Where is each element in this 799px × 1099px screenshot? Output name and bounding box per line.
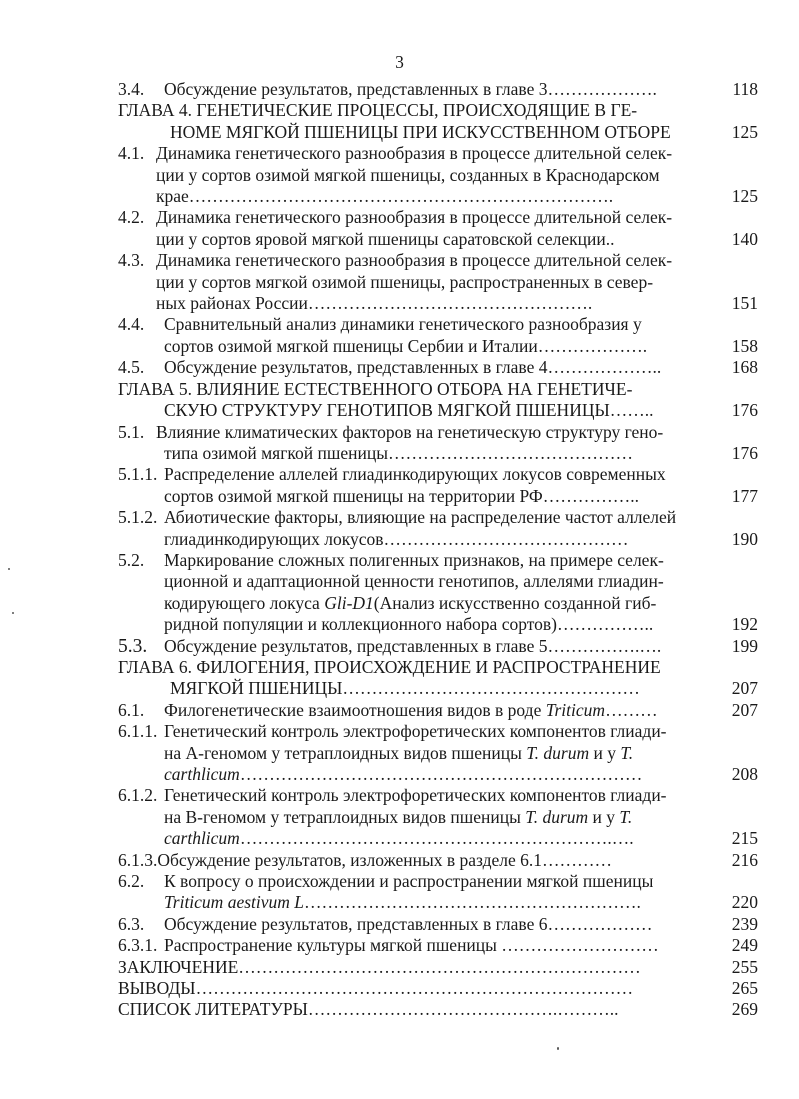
toc-entry-5-3 [118,636,758,657]
toc-entry-5-2 [118,550,758,636]
toc-title: сортов озимой мягкой пшеницы на территории РФ…………….. [164,485,639,506]
toc-number: 6.1.2. [118,785,158,806]
toc-title: Обсуждение результатов, представленных в главе 4……………….. [164,357,662,378]
toc-entry-3-4 [118,79,758,100]
toc-page: 207 [731,699,758,720]
toc-number: 5.1. [118,421,145,442]
toc-title: carthlicum……………………………………………………….…. [164,828,634,849]
toc-entry-4-3 [118,250,758,314]
toc-title: ции у сортов мягкой озимой пшеницы, распространенных в север- [156,271,654,292]
toc-entry-4-4 [118,314,758,357]
toc-page: 215 [731,828,758,849]
toc-number: 4.5. [118,357,145,378]
toc-references [118,999,758,1020]
toc-title: сортов озимой мягкой пшеницы Сербии и Италии………………. [164,335,648,356]
toc-page: 216 [731,849,758,870]
toc-number: 4.3. [118,250,145,271]
toc-page: 177 [731,485,758,506]
toc-title: ридной популяции и коллекционного набора сортов)…………….. [164,614,654,635]
scan-speck [12,612,14,614]
toc-page: 140 [731,228,758,249]
toc-number: 5.2. [118,549,145,570]
toc-chapter-title: СПИСОК ЛИТЕРАТУРЫ…………………………………….……….. [118,999,619,1020]
toc-title: Маркирование сложных полигенных признаков, на примере селек- [164,549,664,570]
toc-title: типа озимой мягкой пшеницы…………………………………… [164,442,633,463]
toc-number: 6.2. [118,871,145,892]
toc-title: Динамика генетического разнообразия в процессе длительной селек- [156,143,673,164]
toc-title: Обсуждение результатов, представленных в главе 3………………. [164,79,657,99]
toc-title: крае………………………………………………………………. [156,186,614,207]
toc-chapter-title: ГЛАВА 5. ВЛИЯНИЕ ЕСТЕСТВЕННОГО ОТБОРА НА ГЕНЕТИЧЕ- [118,378,633,399]
toc-page: 125 [731,121,758,142]
toc-title: Динамика генетического разнообразия в процессе длительной селек- [156,250,673,271]
toc-chapter-title: ВЫВОДЫ………………………………………………………………… [118,978,634,999]
toc-chapter-title: ГЛАВА 4. ГЕНЕТИЧЕСКИЕ ПРОЦЕССЫ, ПРОИСХОДЯЩИЕ В ГЕ- [118,100,638,121]
toc-title: глиадинкодирующих локусов…………………………………… [164,528,629,549]
toc-page: 151 [731,293,758,314]
toc-entry-4-1 [118,143,758,207]
table-of-contents [118,79,758,1021]
toc-number: 4.1. [118,143,145,164]
toc-number: 6.1.3. [118,849,158,870]
scan-speck [557,1047,559,1050]
toc-number: 5.3. [118,635,148,657]
toc-number: 6.3.1. [118,935,158,956]
toc-conclusion [118,957,758,978]
toc-number: 4.2. [118,207,145,228]
toc-title: Обсуждение результатов, представленных в главе 6……………… [164,913,653,934]
toc-page: 125 [731,186,758,207]
toc-title: Распределение аллелей глиадинкодирующих локусов современных [164,464,666,485]
page-number: 3 [395,52,404,72]
toc-title: на А-геномом у тетраплоидных видов пшеницы T. durum и у T. [164,742,634,763]
toc-entry-6-1-3 [118,850,758,871]
toc-page: 199 [731,635,758,656]
toc-entry-6-1-2 [118,785,758,849]
toc-entry-5-1-2 [118,507,758,550]
toc-title: Генетический контроль электрофоретических компонентов глиади- [164,785,667,806]
toc-page: 239 [731,913,758,934]
toc-entry-6-1-1 [118,721,758,785]
toc-chapter-4 [118,100,758,143]
toc-page: 249 [731,935,758,956]
toc-page: 168 [731,357,758,378]
toc-title: ции у сортов яровой мягкой пшеницы саратовской селекции.. [156,228,615,249]
scan-speck [8,568,10,570]
toc-title: Triticum aestivum L…………………………………………………. [164,892,641,913]
toc-number: 6.1. [118,699,145,720]
toc-findings [118,978,758,999]
toc-page: 265 [731,978,758,999]
toc-page: 255 [731,956,758,977]
toc-chapter-title: НОМЕ МЯГКОЙ ПШЕНИЦЫ ПРИ ИСКУССТВЕННОМ ОТБОРЕ [170,121,671,142]
toc-page: 220 [731,892,758,913]
toc-title: ции у сортов озимой мягкой пшеницы, созданных в Краснодарском [156,164,660,185]
toc-page: 118 [732,79,758,99]
toc-page: 176 [731,442,758,463]
toc-number: 5.1.1. [118,464,158,485]
toc-page: 192 [731,614,758,635]
toc-title: Динамика генетического разнообразия в процессе длительной селек- [156,207,673,228]
toc-page: 269 [731,999,758,1020]
toc-entry-4-5 [118,357,758,378]
toc-number: 4.4. [118,314,145,335]
toc-chapter-title: ЗАКЛЮЧЕНИЕ…………………………………………………………… [118,956,641,977]
toc-title: Влияние климатических факторов на генетическую структуру гено- [156,421,664,442]
toc-title: Обсуждение результатов, представленных в главе 5…………….…. [164,635,662,656]
toc-entry-6-1 [118,700,758,721]
toc-title: Филогенетические взаимоотношения видов в роде Triticum……… [164,699,658,720]
toc-chapter-5 [118,379,758,422]
toc-title: ционной и адаптационной ценности генотипов, аллелями глиадин- [164,571,664,592]
toc-chapter-title: СКУЮ СТРУКТУРУ ГЕНОТИПОВ МЯГКОЙ ПШЕНИЦЫ…….. [164,400,654,421]
toc-title: К вопросу о происхождении и распространении мягкой пшеницы [164,871,654,892]
toc-title: на В-геномом у тетраплоидных видов пшеницы T. durum и у T. [164,806,633,827]
toc-chapter-title: ГЛАВА 6. ФИЛОГЕНИЯ, ПРОИСХОЖДЕНИЕ И РАСПРОСТРАНЕНИЕ [118,656,661,677]
toc-title: Распространение культуры мягкой пшеницы ……………………… [164,935,659,956]
toc-title: Генетический контроль электрофоретических компонентов глиади- [164,721,667,742]
toc-title: Абиотические факторы, влияющие на распределение частот аллелей [164,507,677,528]
toc-page: 190 [731,528,758,549]
toc-title: Обсуждение результатов, изложенных в разделе 6.1………… [157,849,613,870]
toc-title: carthlicum…………………………………………………………… [164,764,643,784]
toc-number: 5.1.2. [118,507,158,528]
toc-entry-4-2 [118,207,758,250]
toc-chapter-6 [118,657,758,700]
toc-page: 208 [731,764,758,784]
toc-title: Сравнительный анализ динамики генетического разнообразия у [164,314,642,335]
toc-number: 6.3. [118,913,145,934]
toc-chapter-title: МЯГКОЙ ПШЕНИЦЫ…………………………………………… [170,678,640,699]
toc-number: 6.1.1. [118,721,158,742]
toc-page: 176 [731,400,758,421]
toc-page: 158 [731,335,758,356]
toc-entry-5-1 [118,422,758,465]
toc-number: 3.4. [118,79,145,99]
toc-entry-6-2 [118,871,758,914]
toc-page: 207 [731,678,758,699]
toc-entry-6-3-1 [118,935,758,956]
toc-entry-6-3 [118,914,758,935]
toc-title: ных районах России…………………………………………. [156,293,593,314]
toc-entry-5-1-1 [118,464,758,507]
toc-title: кодирующего локуса Gli-D1(Анализ искусственно созданной гиб- [164,592,657,613]
